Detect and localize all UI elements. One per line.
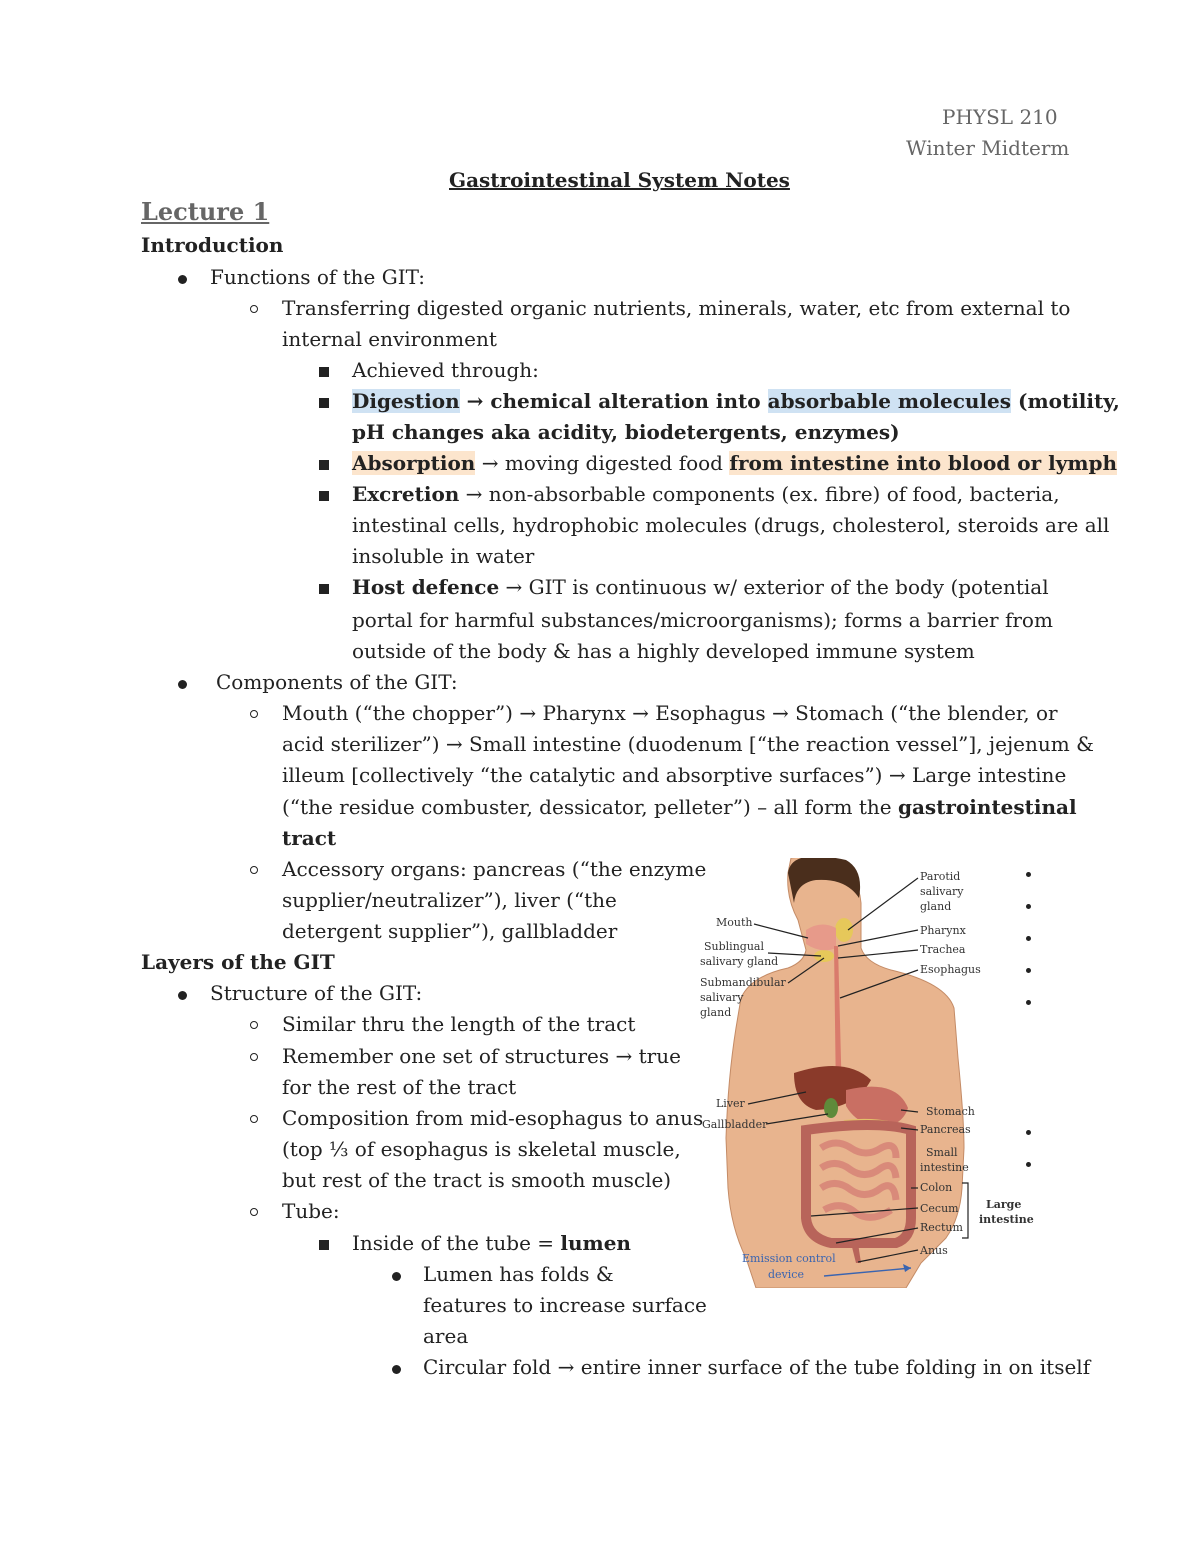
list-item: Lumen has folds & [423, 1262, 614, 1286]
host-defence-item [352, 575, 1049, 599]
label-cecum: Cecum [920, 1202, 959, 1215]
list-item: Composition from mid-esophagus to anus [282, 1106, 704, 1130]
absorbable-molecules: absorbable molecules [767, 389, 1012, 413]
stray-bullet-dot [1026, 904, 1031, 909]
section-heading-introduction: Introduction [141, 233, 284, 257]
label-pancreas: Pancreas [920, 1123, 971, 1136]
label-sublingual: salivary gland [700, 955, 779, 968]
list-item-continuation: area [423, 1324, 469, 1348]
list-item: Functions of the GIT: [210, 265, 425, 289]
label-small-intestine: Small [926, 1146, 958, 1159]
bullet-square [319, 367, 329, 377]
list-item-continuation: but rest of the tract is smooth muscle) [282, 1168, 672, 1192]
parotid-gland [835, 918, 853, 942]
absorption-bold: from intestine into blood or lymph [729, 451, 1118, 475]
excretion-continuation: intestinal cells, hydrophobic molecules (drugs, cholesterol, steroids are all [352, 513, 1110, 537]
bullet-dot [392, 1272, 401, 1281]
list-item: Remember one set of structures → true [282, 1044, 681, 1068]
bullet-square [319, 1240, 329, 1250]
stray-bullet-dot [1026, 968, 1031, 973]
label-parotid: Parotid [920, 870, 961, 883]
lecture-heading: Lecture 1 [141, 197, 270, 226]
stray-bullet-dot [1026, 1000, 1031, 1005]
list-item-continuation: illeum [collectively “the catalytic and absorptive surfaces”) → Large intestine [282, 763, 1067, 787]
digestion-text-end: (motility, [1011, 389, 1120, 413]
bullet-square [319, 584, 329, 594]
bullet-circle [250, 1115, 258, 1123]
bullet-circle [250, 710, 258, 718]
host-defence-term: Host defence [352, 575, 500, 599]
tract-text: (“the residue combuster, dessicator, pelleter”) – all form the [282, 795, 898, 819]
absorption-item [352, 451, 1117, 475]
absorption-text: → moving digested food [475, 451, 730, 475]
page-title: Gastrointestinal System Notes [449, 168, 790, 192]
list-item-continuation: internal environment [282, 327, 497, 351]
course-code: PHYSL 210 [942, 105, 1058, 129]
label-submandibular: salivary [700, 991, 744, 1004]
list-item [352, 1231, 631, 1255]
label-stomach: Stomach [926, 1105, 975, 1118]
digestion-term: Digestion [352, 389, 460, 413]
digestive-system-figure [696, 858, 1036, 1288]
label-colon: Colon [920, 1181, 953, 1194]
list-item: Components of the GIT: [216, 670, 458, 694]
list-item: Transferring digested organic nutrients, minerals, water, etc from external to [282, 296, 1071, 320]
label-submandibular: gland [700, 1006, 732, 1019]
stray-bullet-dot [1026, 1130, 1031, 1135]
host-defence-continuation: outside of the body & has a highly developed immune system [352, 639, 975, 663]
list-item-continuation: for the rest of the tract [282, 1075, 517, 1099]
bullet-circle [250, 866, 258, 874]
oral-cavity [806, 924, 836, 950]
host-defence-continuation: portal for harmful substances/microorganisms); forms a barrier from [352, 608, 1053, 632]
label-large-intestine: Large [986, 1198, 1022, 1211]
list-item-continuation: supplier/neutralizer”), liver (“the [282, 888, 617, 912]
list-item: Structure of the GIT: [210, 981, 423, 1005]
excretion-continuation: insoluble in water [352, 544, 535, 568]
digestion-text: → chemical alteration into [459, 389, 768, 413]
gastrointestinal-bold: gastrointestinal [897, 795, 1077, 819]
stray-bullet-dot [1026, 936, 1031, 941]
label-esophagus: Esophagus [920, 963, 981, 976]
bullet-circle [250, 1053, 258, 1061]
absorption-term: Absorption [352, 451, 476, 475]
label-emission-control: Emission control [742, 1252, 836, 1265]
list-item: Accessory organs: pancreas (“the enzyme [282, 857, 707, 881]
label-parotid: salivary [920, 885, 964, 898]
bullet-dot [178, 991, 187, 1000]
label-emission-device: device [768, 1268, 804, 1281]
bullet-dot [178, 680, 187, 689]
list-item: Similar thru the length of the tract [282, 1012, 636, 1036]
section-heading-layers: Layers of the GIT [141, 950, 335, 974]
tract-bold: tract [282, 826, 337, 850]
digestion-item [352, 389, 1120, 413]
bullet-circle [250, 1021, 258, 1029]
bullet-circle [250, 305, 258, 313]
bullet-dot [178, 275, 187, 284]
list-item-continuation: detergent supplier”), gallbladder [282, 919, 618, 943]
bullet-square [319, 398, 329, 408]
list-item-continuation [282, 795, 1077, 819]
excretion-item [352, 482, 1060, 506]
label-anus: Anus [920, 1244, 948, 1257]
label-liver: Liver [716, 1097, 745, 1110]
list-item: Mouth (“the chopper”) → Pharynx → Esophagus → Stomach (“the blender, or [282, 701, 1058, 725]
bullet-square [319, 460, 329, 470]
list-item: Circular fold → entire inner surface of the tube folding in on itself [423, 1355, 1091, 1379]
list-item-continuation: features to increase surface [423, 1293, 707, 1317]
label-trachea: Trachea [920, 943, 966, 956]
list-item-continuation: acid sterilizer”) → Small intestine (duodenum [“the reaction vessel”], jejenum & [282, 732, 1094, 756]
label-small-intestine: intestine [920, 1161, 969, 1174]
stray-bullet-dot [1026, 1162, 1031, 1167]
excretion-term: Excretion [352, 482, 460, 506]
label-sublingual: Sublingual [704, 940, 764, 953]
list-item-continuation: (top ⅓ of esophagus is skeletal muscle, [282, 1137, 681, 1161]
label-parotid: gland [920, 900, 952, 913]
digestion-continuation: pH changes aka acidity, biodetergents, enzymes) [352, 420, 900, 444]
bullet-dot [392, 1365, 401, 1374]
excretion-text: → non-absorbable components (ex. fibre) of food, bacteria, [459, 482, 1060, 506]
label-mouth: Mouth [716, 916, 753, 929]
stray-bullet-dot [1026, 872, 1031, 877]
list-item: Achieved through: [352, 358, 539, 382]
list-item: Tube: [282, 1199, 340, 1223]
host-defence-text: → GIT is continuous w/ exterior of the body (potential [499, 575, 1049, 599]
label-pharynx: Pharynx [920, 924, 966, 937]
bullet-circle [250, 1208, 258, 1216]
label-submandibular: Submandibular [700, 976, 786, 989]
term-label: Winter Midterm [906, 136, 1070, 160]
inside-text: Inside of the tube = [352, 1231, 561, 1255]
bullet-square [319, 491, 329, 501]
label-large-intestine: intestine [979, 1213, 1034, 1226]
gallbladder [824, 1098, 838, 1118]
label-rectum: Rectum [920, 1221, 963, 1234]
lumen-bold: lumen [560, 1231, 631, 1255]
label-gallbladder: Gallbladder [702, 1118, 768, 1131]
